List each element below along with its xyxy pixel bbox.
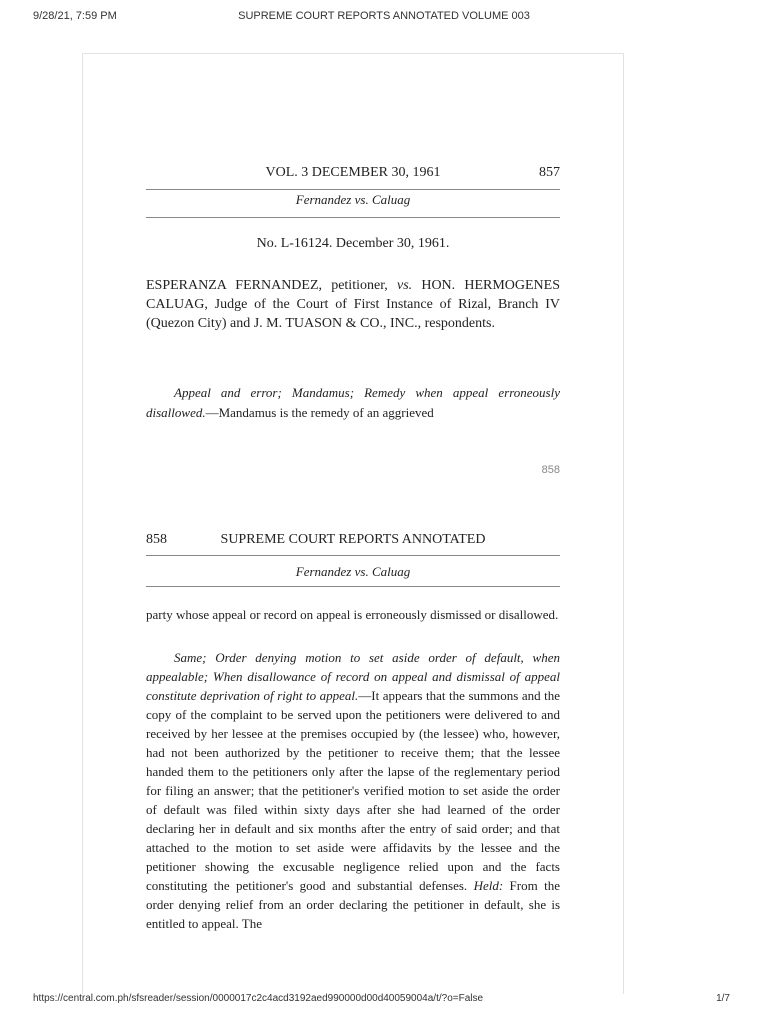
syllabus-paragraph-2 <box>146 648 560 933</box>
rule <box>146 217 560 218</box>
running-head-page-number: 858 <box>146 532 167 547</box>
next-page-marker: 858 <box>541 464 560 476</box>
print-page-indicator: 1/7 <box>716 993 730 1004</box>
syllabus-heading: Appeal and error; Mandamus; Remedy when appeal erroneously disallowed. <box>146 385 560 420</box>
syllabus2-text: —It appears that the summons and the copy of the complaint to be served upon the petitioners were delivered to and received by her lessee at the premises occupied by (the lessee) who, however, had not been authorized by the petitioner to receive them; that the lessee handed them to the petitioners only after the lapse of the reglementary period for filing an answer; that the petitioner's verified motion to set aside the order of default was filed within sixty days after she had learned of the order declaring her in default and six months after the entry of said order; and that attached to the motion to set aside were affidavits by the lessee and the petitioner showing the excusable negligence relied upon and the facts constituting the petitioner's good and substantial defenses. <box>146 688 561 893</box>
petitioner-name: ESPERANZA FERNANDEZ, <box>146 278 323 293</box>
versus: vs. <box>396 278 413 293</box>
respondents: HON. HERMOGENES CALUAG, Judge of the Court of First Instance of Rizal, Branch IV (Quezon City) and J. M. TUASON & CO., INC., respondents. <box>146 278 561 331</box>
document-page <box>82 53 624 994</box>
print-datetime: 9/28/21, 7:59 PM <box>33 10 117 22</box>
case-title: Fernandez vs. Caluag <box>295 564 411 579</box>
rule <box>146 555 560 556</box>
parties-paragraph <box>146 276 560 333</box>
syllabus2-heading: Same; Order denying motion to set aside order of default, when appealable; When disallowance of record on appeal and dismissal of appeal constitute deprivation of right to appeal. <box>146 650 560 703</box>
case-title: Fernandez vs. Caluag <box>295 192 411 207</box>
running-head-page-number: 857 <box>539 165 560 180</box>
docket-number: No. L-16124. December 30, 1961. <box>256 236 450 251</box>
rule <box>146 586 560 587</box>
print-url: https://central.com.ph/sfsreader/session/0000017c2c4acd3192aed990000d00d40059004a/t/?o=False <box>33 993 484 1004</box>
running-head-reporter: SUPREME COURT REPORTS ANNOTATED <box>220 532 486 547</box>
held-text: From the order denying relief from an order declaring the petitioner in default, she is entitled to appeal. The <box>146 878 560 931</box>
syllabus-paragraph <box>146 383 560 423</box>
print-document-title: SUPREME COURT REPORTS ANNOTATED VOLUME 003 <box>238 10 530 22</box>
petitioner-role: petitioner, <box>322 278 397 293</box>
running-head-volume-date: VOL. 3 DECEMBER 30, 1961 <box>265 165 441 180</box>
continuation-paragraph: party whose appeal or record on appeal is erroneously dismissed or disallowed. <box>146 607 559 622</box>
rule <box>146 189 560 190</box>
syllabus-text: —Mandamus is the remedy of an aggrieved <box>205 405 434 420</box>
held-label: Held: <box>473 878 504 893</box>
